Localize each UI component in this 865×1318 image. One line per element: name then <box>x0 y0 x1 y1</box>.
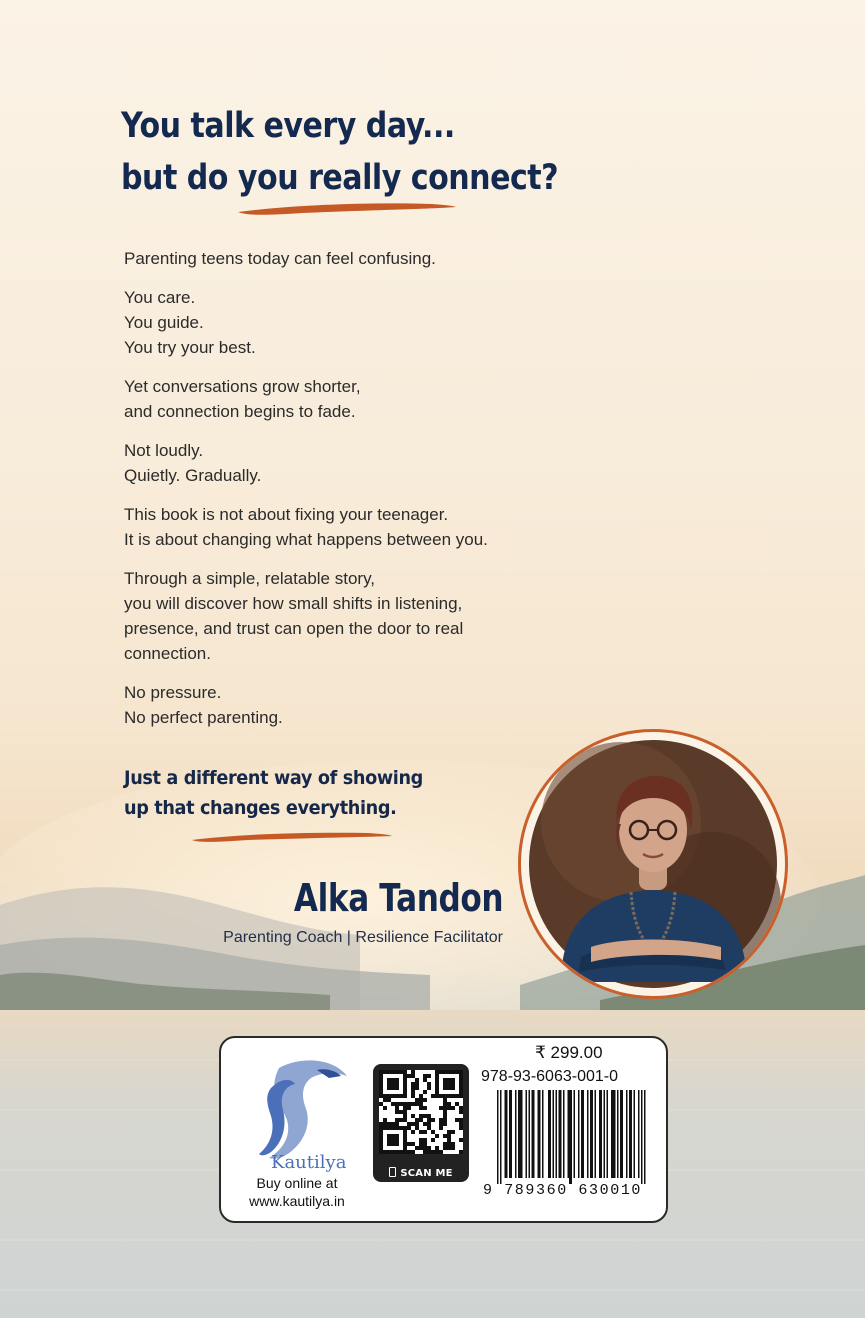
author-photo-illustration <box>521 732 785 996</box>
brush-stroke-divider-top <box>232 200 462 220</box>
headline-line-1: You talk every day... <box>121 106 455 146</box>
barcode-panel <box>219 1036 668 1223</box>
blurb-paragraph-3: Yet conversations grow shorter, and connection begins to fade. <box>124 377 361 421</box>
phone-icon <box>389 1167 396 1177</box>
blurb-paragraph-1: Parenting teens today can feel confusing. <box>124 249 436 268</box>
headline <box>121 100 558 204</box>
author-role: Parenting Coach | Resilience Facilitator <box>223 929 503 946</box>
headline-line-2: but do you really connect? <box>121 158 559 198</box>
barcode-digits: 9 789360 630010 <box>483 1182 643 1199</box>
blurb-paragraph-4: Not loudly. Quietly. Gradually. <box>124 441 262 485</box>
author-portrait <box>518 729 788 999</box>
buy-online-text: Buy online at www.kautilya.in <box>235 1174 359 1210</box>
blurb-paragraph-2: You care. You guide. You try your best. <box>124 288 256 357</box>
price: ₹ 299.00 <box>535 1043 603 1062</box>
isbn: 978-93-6063-001-0 <box>481 1068 618 1085</box>
kautilya-logo-icon <box>241 1048 351 1173</box>
brush-stroke-divider-bottom <box>188 827 398 847</box>
author-name: Alka Tandon <box>293 876 503 920</box>
isbn-barcode <box>497 1090 647 1184</box>
qr-code[interactable] <box>373 1064 469 1182</box>
scan-me-label: SCAN ME <box>373 1167 469 1179</box>
qr-code-matrix <box>379 1070 463 1154</box>
publisher-logo-text: Kautilya <box>271 1152 347 1173</box>
blurb-paragraph-6: Through a simple, relatable story, you will discover how small shifts in listening, presence, and trust can open the door to real connection. <box>124 569 464 663</box>
blurb-paragraph-5: This book is not about fixing your teenager. It is about changing what happens between you. <box>124 505 488 549</box>
emphasis-statement: Just a different way of showing up that changes everything. <box>124 767 423 819</box>
blurb <box>124 246 594 744</box>
publisher-website-link[interactable]: www.kautilya.in <box>249 1193 345 1209</box>
blurb-paragraph-7: No pressure. No perfect parenting. <box>124 683 283 727</box>
